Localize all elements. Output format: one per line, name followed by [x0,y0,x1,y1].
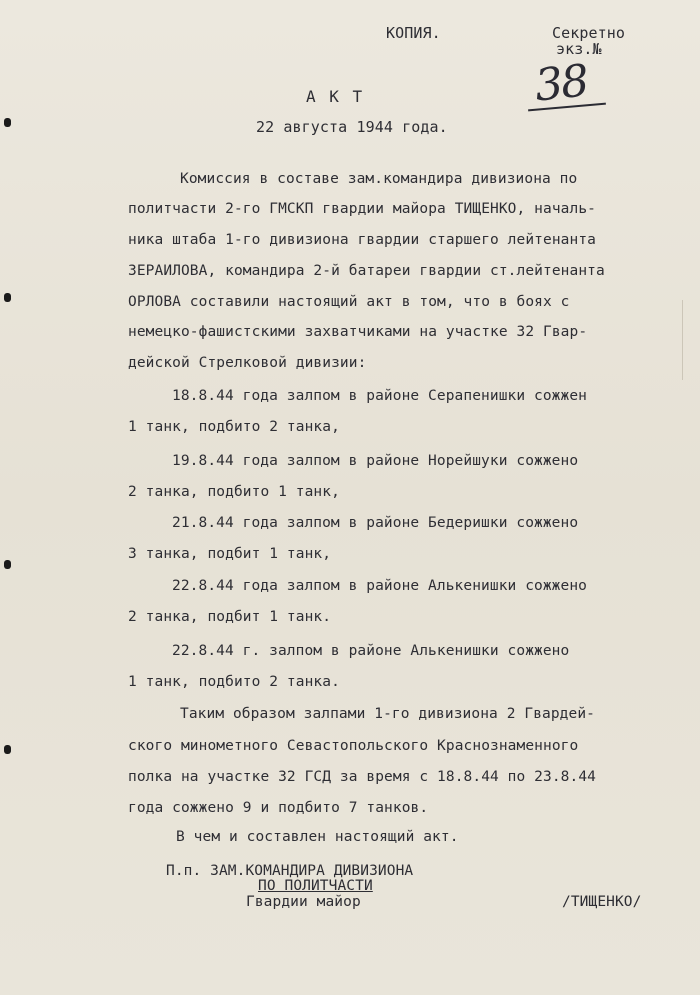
document-date: 22 августа 1944 года. [256,118,448,136]
signature-line: ПО ПОЛИТЧАСТИ [258,878,373,894]
intro-line: ЗЕРАИЛОВА, командира 2-й батареи гвардии ст.лейтенанта [128,263,605,279]
entry-line: 2 танка, подбито 1 танк, [128,484,340,500]
entry-line: 22.8.44 года залпом в районе Алькенишки сожжено [172,578,587,594]
entry-line: 19.8.44 года залпом в районе Норейшуки сожжено [172,453,579,469]
summary-line: ского минометного Севастопольского Краснознаменного [128,738,579,754]
document-title: А К Т [306,87,365,106]
summary-line: Таким образом залпами 1-го дивизиона 2 Гвардей- [180,706,595,722]
punch-hole [4,560,11,569]
entry-line: 2 танка, подбит 1 танк. [128,609,332,625]
entry-line: 18.8.44 года залпом в районе Серапенишки сожжен [172,388,587,404]
entry-line: 3 танка, подбит 1 танк, [128,546,332,562]
intro-line: Комиссия в составе зам.командира дивизиона по [180,171,578,187]
signature-name: /ТИЩЕНКО/ [562,894,642,910]
paper-crease [682,300,697,380]
entry-line: 1 танк, подбито 2 танка, [128,419,340,435]
punch-hole [4,745,11,754]
intro-line: ОРЛОВА составили настоящий акт в том, что в боях с [128,294,570,310]
closing-line: В чем и составлен настоящий акт. [176,829,459,845]
intro-line: немецко-фашистскими захватчиками на участке 32 Гвар- [128,324,588,340]
summary-line: года сожжено 9 и подбито 7 танков. [128,800,429,816]
entry-line: 22.8.44 г. залпом в районе Алькенишки сожжено [172,643,570,659]
copy-number-label: экз.№ [556,40,602,58]
secrecy-label: Секретно [552,24,626,42]
entry-line: 1 танк, подбито 2 танка. [128,674,340,690]
signature-line: П.п. ЗАМ.КОМАНДИРА ДИВИЗИОНА [166,863,414,879]
intro-line: политчасти 2-го ГМСКП гвардии майора ТИЩЕНКО, началь- [128,201,596,217]
intro-line: дейской Стрелковой дивизии: [128,355,367,371]
signature-line: Гвардии майор [246,894,361,910]
intro-line: ника штаба 1-го дивизиона гвардии старшего лейтенанта [128,232,596,248]
punch-hole [4,293,11,302]
copy-label: КОПИЯ. [386,24,441,42]
summary-line: полка на участке 32 ГСД за время с 18.8.44 по 23.8.44 [128,769,596,785]
handwritten-number: 38 [532,55,590,112]
entry-line: 21.8.44 года залпом в районе Бедеришки сожжено [172,515,579,531]
punch-hole [4,118,11,127]
